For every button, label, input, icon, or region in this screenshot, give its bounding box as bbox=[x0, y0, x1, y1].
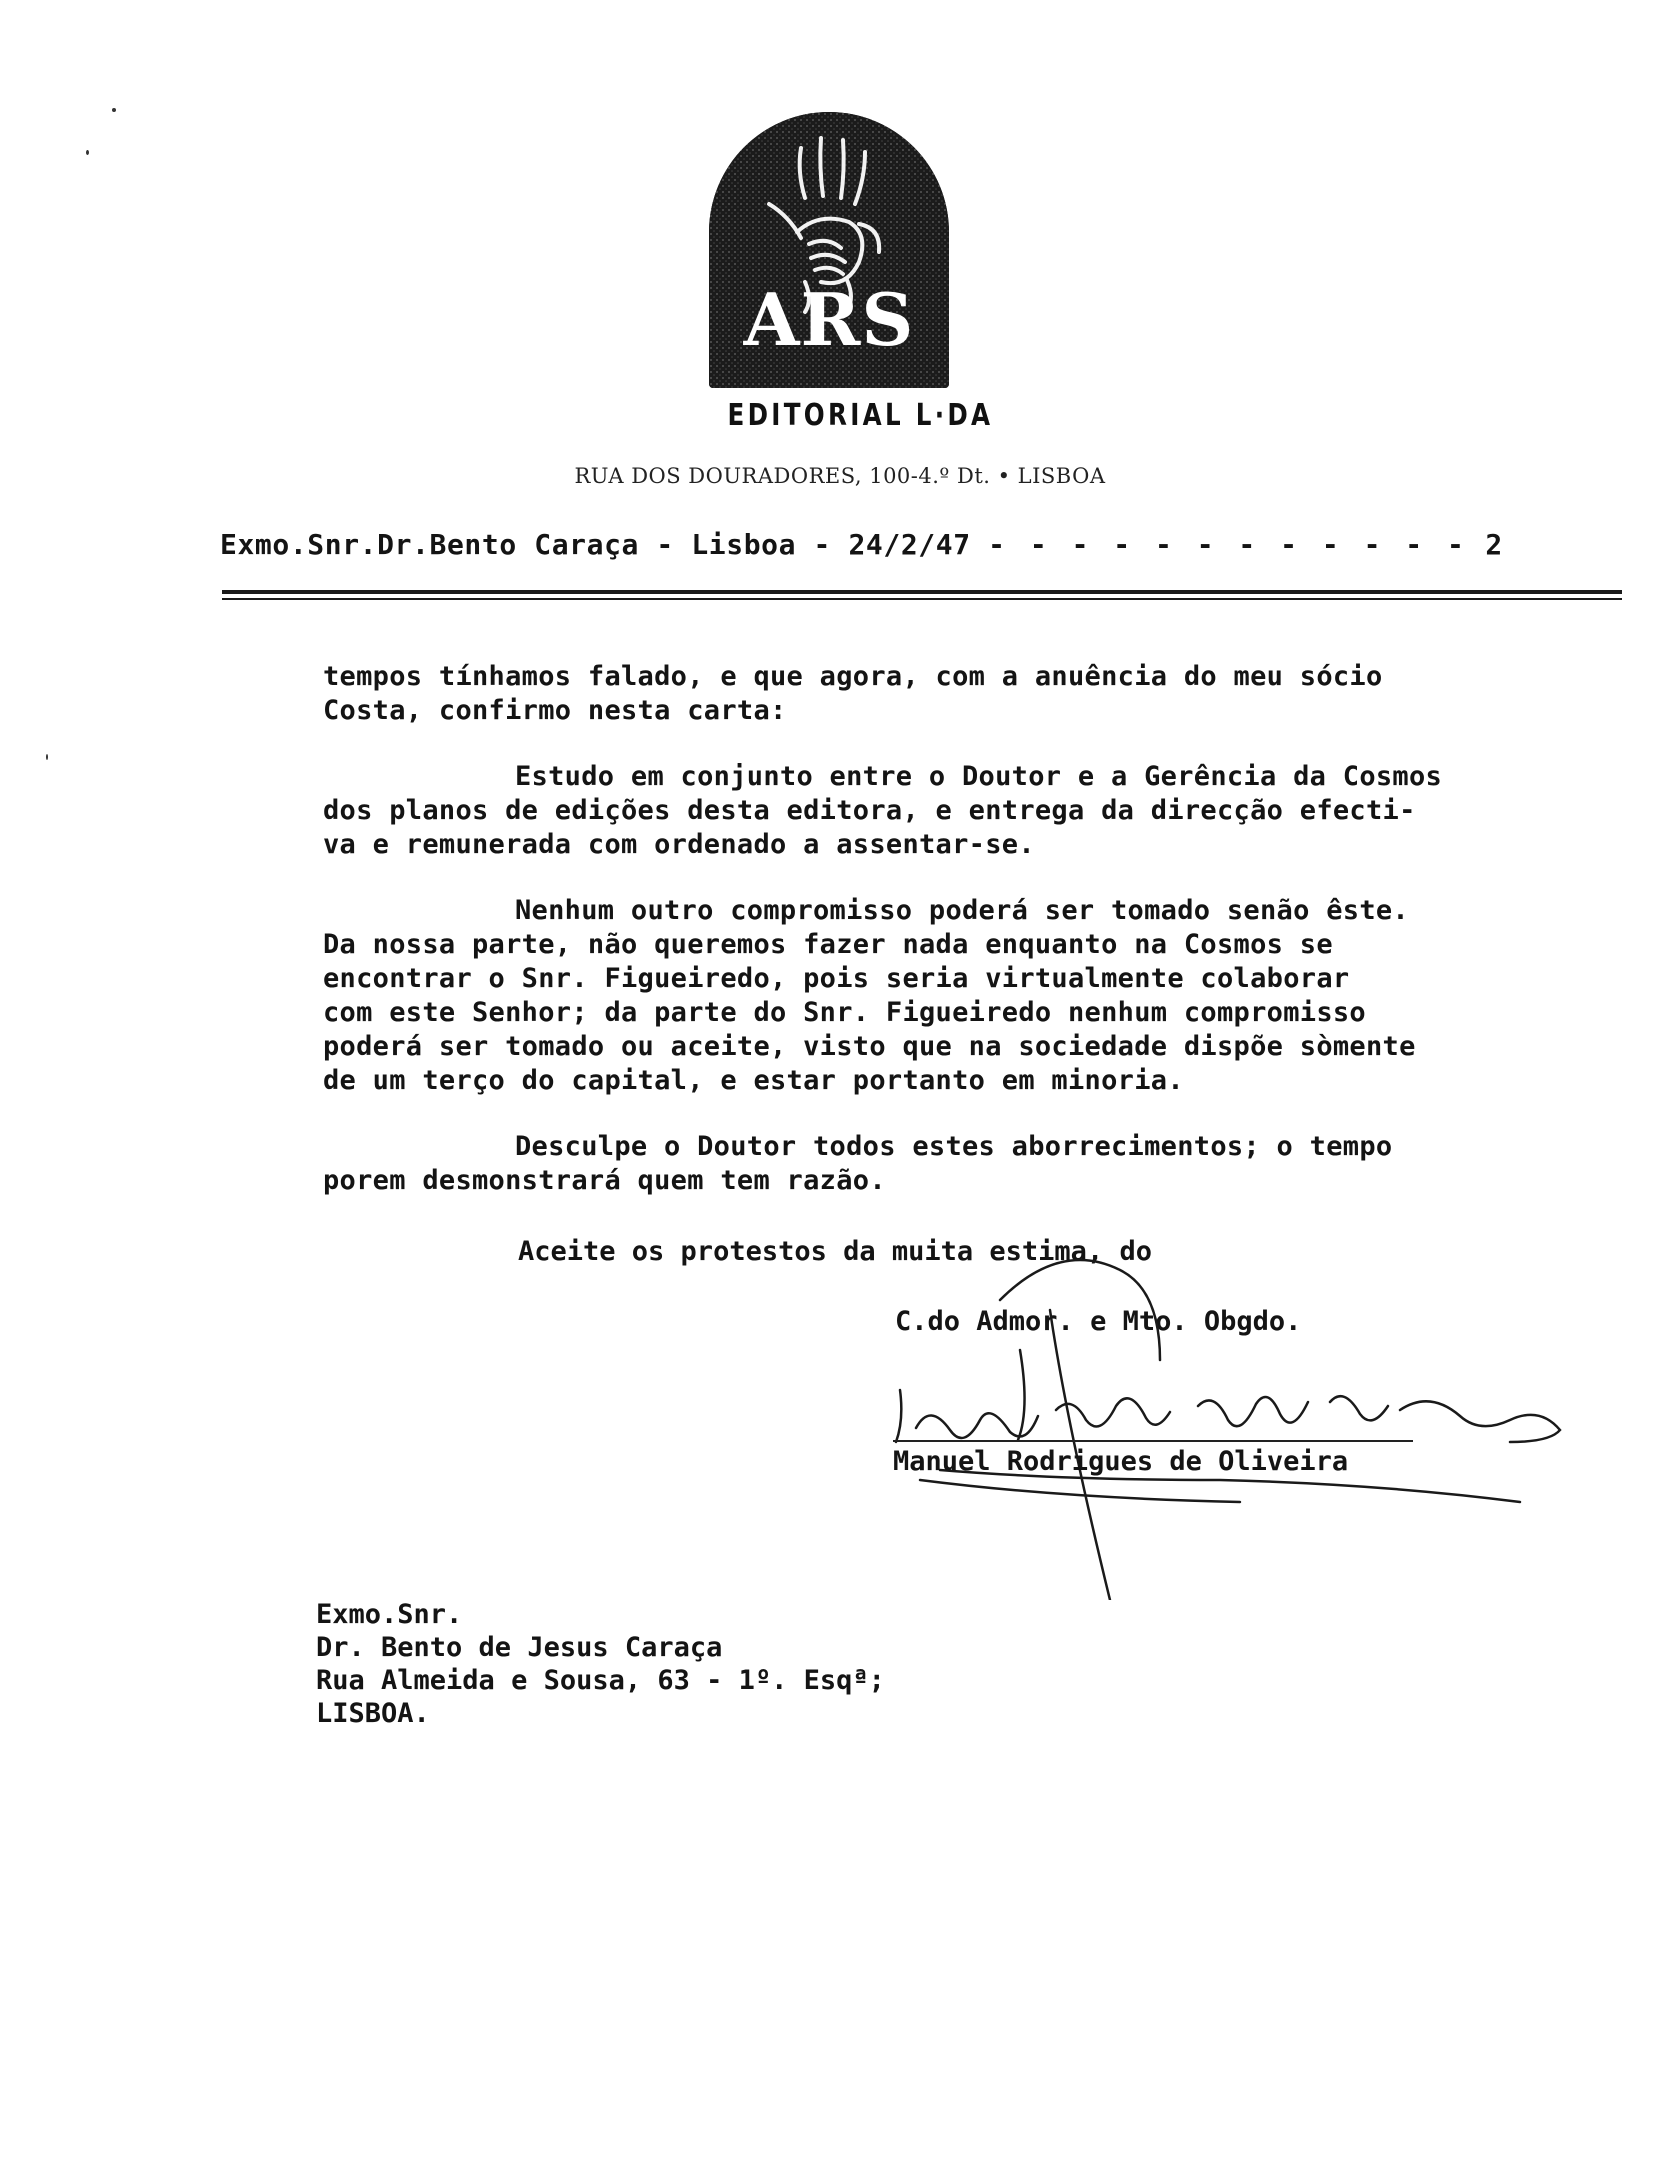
closing-salutation: Aceite os protestos da muita estima, do bbox=[518, 1236, 1152, 1267]
header-rule-thin bbox=[222, 598, 1622, 600]
recipient-line: Dr. Bento de Jesus Caraça bbox=[316, 1632, 723, 1663]
letter-body bbox=[323, 660, 1643, 1198]
recipient-line: LISBOA. bbox=[316, 1698, 430, 1729]
body-line: poderá ser tomado ou aceite, visto que na sociedade dispõe sòmente bbox=[323, 1031, 1416, 1062]
scan-speck bbox=[46, 754, 48, 760]
body-line: Costa, confirmo nesta carta: bbox=[323, 695, 787, 726]
company-name: EDITORIAL L·DA bbox=[727, 398, 994, 433]
scan-speck bbox=[86, 150, 89, 155]
body-line: dos planos de edições desta editora, e entrega da direcção efecti- bbox=[323, 795, 1416, 826]
body-line: Nenhum outro compromisso poderá ser tomado senão êste. bbox=[515, 895, 1409, 926]
signer-name: Manuel Rodrigues de Oliveira bbox=[893, 1446, 1349, 1477]
recipient-line: Rua Almeida e Sousa, 63 - 1º. Esqª; bbox=[316, 1665, 885, 1696]
body-line: Estudo em conjunto entre o Doutor e a Gerência da Cosmos bbox=[515, 761, 1443, 792]
closing-signoff: C.do Admor. e Mto. Obgdo. bbox=[895, 1306, 1302, 1337]
body-line: com este Senhor; da parte do Snr. Figueiredo nenhum compromisso bbox=[323, 997, 1366, 1028]
body-line: Da nossa parte, não queremos fazer nada enquanto na Cosmos se bbox=[323, 929, 1333, 960]
body-line: de um terço do capital, e estar portanto em minoria. bbox=[323, 1065, 1184, 1096]
page-number: 2 bbox=[1485, 528, 1503, 561]
reference-dashes: - - - - - - - - - - - - bbox=[988, 528, 1468, 561]
body-line: va e remunerada com ordenado a assentar-se. bbox=[323, 829, 1035, 860]
handwritten-signature bbox=[860, 1180, 1620, 1600]
scan-speck bbox=[112, 108, 116, 112]
body-line: porem desmonstrará quem tem razão. bbox=[323, 1165, 886, 1196]
recipient-address bbox=[316, 1598, 885, 1730]
body-line: Desculpe o Doutor todos estes aborrecimentos; o tempo bbox=[515, 1131, 1393, 1162]
reference-line bbox=[220, 528, 1560, 561]
ars-logo bbox=[705, 112, 994, 433]
recipient-line: Exmo.Snr. bbox=[316, 1599, 463, 1630]
reference-text: Exmo.Snr.Dr.Bento Caraça - Lisboa - 24/2/47 bbox=[220, 528, 971, 561]
logo-arch bbox=[709, 112, 949, 388]
logo-ars-text: ARS bbox=[743, 277, 915, 362]
company-address: RUA DOS DOURADORES, 100-4.º Dt. • LISBOA bbox=[574, 464, 1106, 488]
header-rule bbox=[222, 590, 1622, 594]
body-line: tempos tínhamos falado, e que agora, com a anuência do meu sócio bbox=[323, 661, 1383, 692]
signature-rule bbox=[893, 1440, 1413, 1442]
body-line: encontrar o Snr. Figueiredo, pois seria virtualmente colaborar bbox=[323, 963, 1350, 994]
